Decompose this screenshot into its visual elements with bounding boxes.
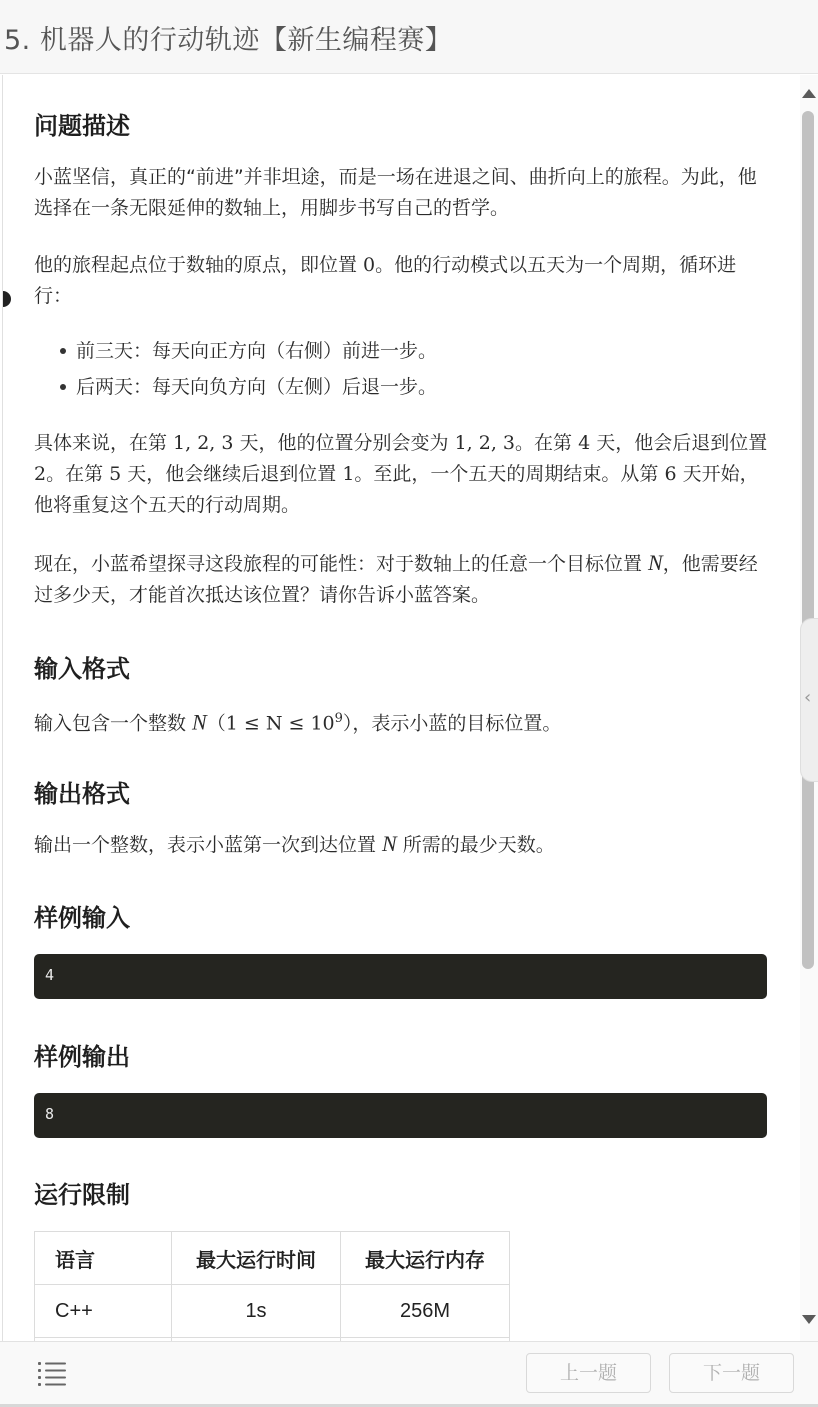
scroll-down-arrow-icon[interactable] xyxy=(802,1315,816,1324)
problem-content-panel[interactable] xyxy=(2,75,799,1341)
title-bar xyxy=(0,0,818,74)
sample-output-heading: 样例输出 xyxy=(34,1043,130,1071)
description-paragraph-4: 现在，小蓝希望探寻这段旅程的可能性：对于数轴上的任意一个目标位置 N，他需要经过多少天，才能首次抵达该位置？请你告诉小蓝答案。 xyxy=(34,550,758,606)
description-heading: 问题描述 xyxy=(34,112,130,140)
scroll-thumb[interactable] xyxy=(802,111,814,969)
side-panel-toggle[interactable] xyxy=(800,618,818,782)
sample-input-code[interactable]: 4 xyxy=(34,954,767,999)
indicator-dot-icon[interactable] xyxy=(2,291,11,307)
output-format-heading: 输出格式 xyxy=(34,780,130,808)
description-paragraph-3: 具体来说，在第 1, 2, 3 天，他的位置分别会变为 1, 2, 3。在第 4 天，他会后退到位置 2。在第 5 天，他会继续后退到位置 1。至此，一个五天的周期结束。从第 6 天开始，他将重复这个五天的行动周期。 xyxy=(34,432,768,516)
table-cell: C++ xyxy=(35,1285,172,1338)
next-problem-button[interactable]: 下一题 xyxy=(669,1353,794,1393)
table-header-row xyxy=(35,1232,510,1285)
footer-bar xyxy=(0,1341,818,1407)
limits-heading: 运行限制 xyxy=(34,1181,130,1209)
column-header: 最大运行时间 xyxy=(172,1232,341,1285)
sample-output-code[interactable]: 8 xyxy=(34,1093,767,1138)
list-item: 后两天：每天向负方向（左侧）后退一步。 xyxy=(34,369,769,405)
table-cell: 1s xyxy=(172,1285,341,1338)
output-format-text: 输出一个整数，表示小蓝第一次到达位置 N 所需的最少天数。 xyxy=(34,831,555,856)
list-menu-icon[interactable] xyxy=(38,1360,66,1386)
description-paragraph-1: 小蓝坚信，真正的“前进”并非坦途，而是一场在进退之间、曲折向上的旅程。为此，他选择在一条无限延伸的数轴上，用脚步书写自己的哲学。 xyxy=(34,166,757,219)
column-header: 语言 xyxy=(35,1232,172,1285)
table-cell: 256M xyxy=(341,1285,510,1338)
list-item: 前三天：每天向正方向（右侧）前进一步。 xyxy=(34,333,769,369)
chevron-left-icon: ‹ xyxy=(804,687,812,708)
problem-title: 5. 机器人的行动轨迹【新生编程赛】 xyxy=(4,25,453,56)
input-format-text: 输入包含一个整数 $N(1 \le N \le 10^9)$，表示小蓝的目标位置。 xyxy=(34,709,562,735)
movement-list xyxy=(34,333,769,405)
prev-problem-button[interactable]: 上一题 xyxy=(526,1353,651,1393)
scroll-up-arrow-icon[interactable] xyxy=(802,89,816,98)
math-zero: 0 xyxy=(363,254,376,276)
limits-table xyxy=(34,1231,510,1341)
sample-input-heading: 样例输入 xyxy=(34,904,130,932)
description-paragraph-2: 他的旅程起点位于数轴的原点，即位置 0。他的行动模式以五天为一个周期，循环进行： xyxy=(34,254,737,307)
table-row xyxy=(35,1285,510,1338)
column-header: 最大运行内存 xyxy=(341,1232,510,1285)
input-format-heading: 输入格式 xyxy=(34,655,130,683)
